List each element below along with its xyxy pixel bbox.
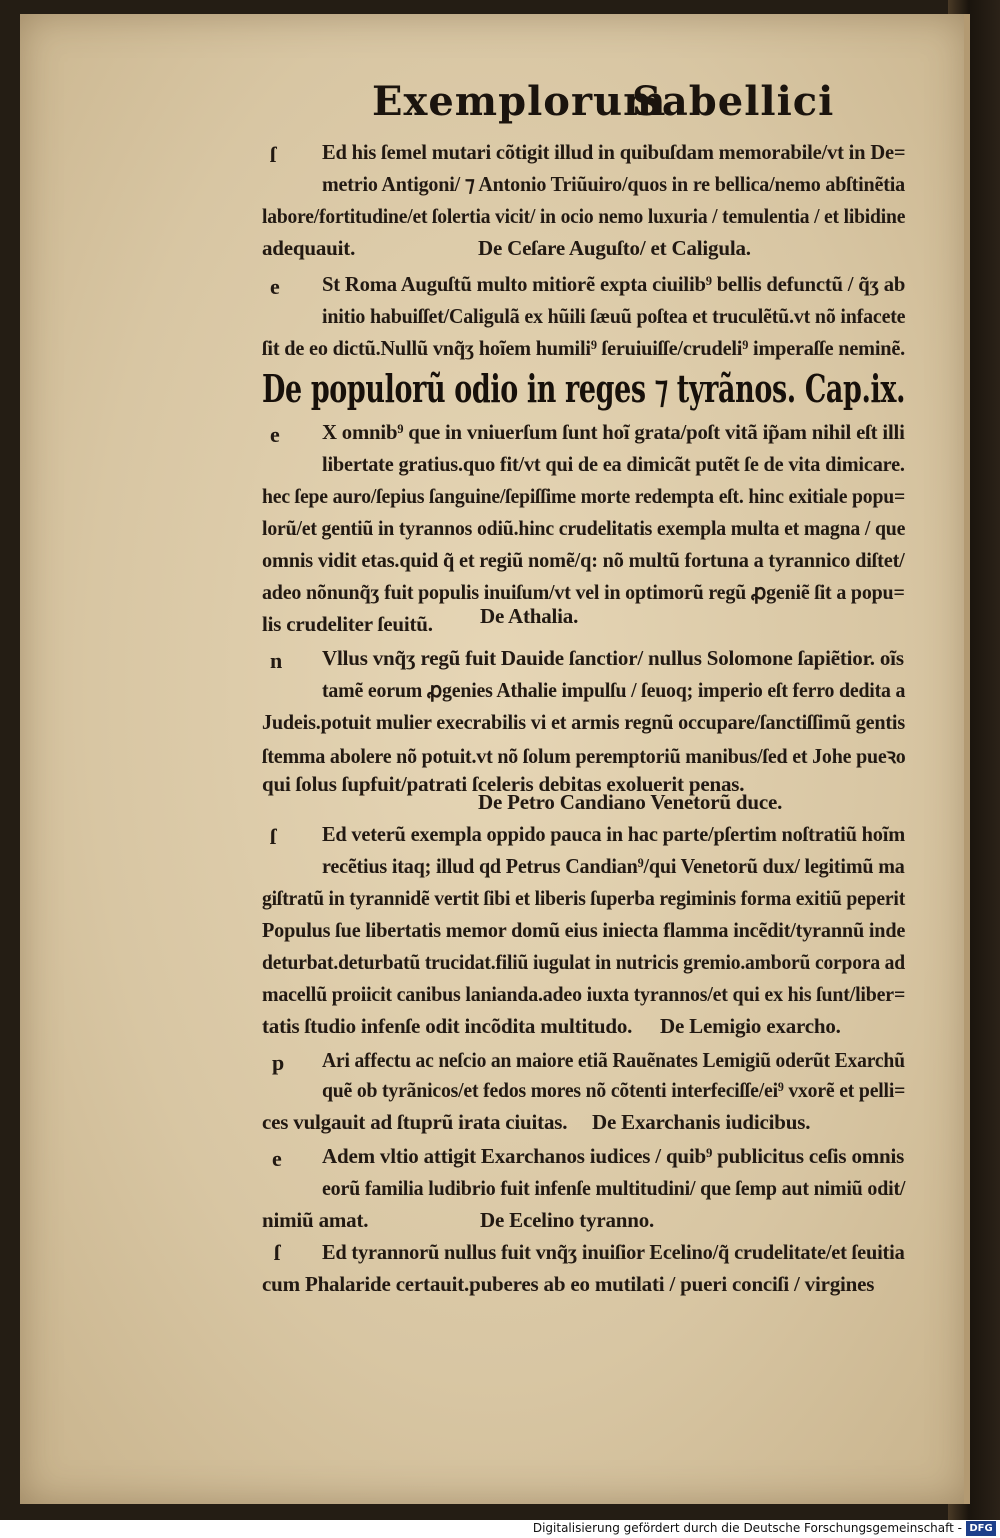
text-line: lorũ/et gentiũ in tyrannos odiũ.hinc crudelitatis exempla multa et magna / que bbox=[262, 516, 906, 540]
page-edge bbox=[964, 14, 970, 1504]
text-line: ces vulgauit ad ſtuprũ irata ciuitas. bbox=[262, 1110, 568, 1134]
text-line: ſit de eo dictũ.Nullũ vnq̃ʒ hoĩem humili⁹ ſeruiuiſſe/crudeli⁹ imperaſſe neminẽ. bbox=[262, 336, 906, 360]
text-line: adeo nõnunq̃ʒ fuit populis inuiſum/vt vel in optimorũ regũ ꝓgeniẽ ſit a popu= bbox=[262, 580, 905, 604]
text-line: Ed tyrannorũ nullus fuit vnq̃ʒ inuiſior Ecelino/q̃ crudelitate/et ſeuitia bbox=[322, 1240, 905, 1264]
text-line: labore/fortitudine/et ſolertia vicit/ in ocio nemo luxuria / temulentia / et libidine bbox=[262, 204, 906, 228]
running-header-left: Exemplorum bbox=[372, 78, 667, 125]
margin-initial: ſ bbox=[270, 142, 277, 167]
chapter-heading: De populorũ odio in reges ⁊ tyrãnos. Cap.ix. bbox=[262, 366, 906, 411]
margin-initial: e bbox=[272, 1146, 282, 1171]
text-line: quẽ ob tyrãnicos/et fedos mores nõ cõtenti interfeciſſe/ei⁹ vxorẽ et pelli= bbox=[322, 1078, 906, 1102]
text-line: metrio Antigoni/ ⁊ Antonio Triũuiro/quos in re bellica/nemo abſtinẽtia bbox=[322, 172, 905, 196]
running-header bbox=[0, 78, 1000, 130]
text-line: hec ſepe auro/ſepius ſanguine/ſepiſſime morte redempta eſt. hinc exitiale popu= bbox=[262, 484, 906, 508]
section-heading: De Petro Candiano Venetorũ duce. bbox=[478, 790, 783, 814]
section-heading: De Exarchanis iudicibus. bbox=[592, 1110, 811, 1134]
text-line: giſtratũ in tyrannidẽ vertit ſibi et liberis ſuperba regiminis forma exitiũ peperit bbox=[262, 886, 906, 910]
text-line: Ed veterũ exempla oppido pauca in hac parte/pſertim noſtratiũ hoĩm bbox=[322, 822, 906, 846]
text-line: omnis vidit etas.quid q̃ et regiũ nomẽ/q: nõ multũ fortuna a tyrannico diſtet/ bbox=[262, 548, 905, 572]
margin-initial: ſ bbox=[274, 1240, 281, 1265]
text-line: Ed his ſemel mutari cõtigit illud in quibuſdam memorabile/vt in De= bbox=[322, 140, 906, 164]
text-line: recẽtius itaq; illud qd Petrus Candian⁹/qui Venetorũ dux/ legitimũ ma bbox=[322, 854, 905, 878]
text-line: Populus ſue libertatis memor domũ eius iniecta flamma incẽdit/tyrannũ inde bbox=[262, 918, 906, 942]
section-heading: De Lemigio exarcho. bbox=[660, 1014, 841, 1038]
section-heading: De Ecelino tyranno. bbox=[480, 1208, 655, 1232]
margin-initial: p bbox=[272, 1050, 285, 1075]
text-line: tatis ſtudio infenſe odit incõdita multitudo. bbox=[262, 1014, 633, 1038]
text-line: deturbat.deturbatũ trucidat.filiũ iugulat in nutricis gremio.amborũ corpora ad bbox=[262, 950, 905, 974]
text-line: nimiũ amat. bbox=[262, 1208, 369, 1232]
text-line: adequauit. bbox=[262, 236, 356, 260]
text-line: qui ſolus ſupfuit/patrati ſceleris debitas exoluerit penas. bbox=[262, 772, 745, 796]
margin-initial: e bbox=[270, 422, 280, 447]
text-line: eorũ familia ludibrio fuit infenſe multitudini/ que ſemp aut nimiũ odit/ bbox=[322, 1176, 906, 1200]
running-header-right: Sabellici bbox=[632, 78, 835, 125]
text-line: Adem vltio attigit Exarchanos iudices / quib⁹ publicitus ceſis omnis bbox=[322, 1144, 905, 1168]
dfg-logo: DFG bbox=[966, 1521, 996, 1536]
section-heading: De Athalia. bbox=[480, 604, 579, 628]
text-line: lis crudeliter ſeuitũ. bbox=[262, 612, 433, 636]
text-line: Vllus vnq̃ʒ regũ fuit Dauide ſanctior/ nullus Solomone ſapiẽtior. oĩs bbox=[322, 646, 904, 670]
margin-initial: ſ bbox=[270, 824, 277, 849]
margin-initial: e bbox=[270, 274, 280, 299]
footer-credit: Digitalisierung gefördert durch die Deutsche Forschungsgemeinschaft - bbox=[532, 1521, 962, 1535]
text-line: libertate gratius.quo fit/vt qui de ea dimicãt putẽt ſe de vita dimicare. bbox=[322, 452, 905, 476]
text-line: macellũ proiicit canibus lanianda.adeo iuxta tyrannos/et qui ex his ſunt/liber= bbox=[262, 982, 906, 1006]
text-line: X omnib⁹ que in vniuerſum ſunt hoĩ grata/poſt vitã ip̃am nihil eſt illi bbox=[322, 420, 905, 444]
text-line: St Roma Auguſtũ multo mitiorẽ expta ciuilib⁹ bellis defunctũ / q̃ʒ ab bbox=[322, 272, 906, 296]
text-line: initio habuiſſet/Caligulã ex hũili ſæuũ poſtea et truculẽtũ.vt nõ infacete bbox=[322, 304, 906, 328]
text-line: cum Phalaride certauit.puberes ab eo mutilati / pueri conciſi / virgines bbox=[262, 1272, 875, 1296]
text-line: Ari affectu ac neſcio an maiore etiã Rauẽnates Lemigiũ oderũt Exarchũ bbox=[322, 1048, 905, 1072]
text-line: Judeis.potuit mulier execrabilis vi et armis regnũ occupare/ſanctiſſimũ gentis bbox=[262, 710, 906, 734]
section-heading: De Ceſare Auguſto/ et Caligula. bbox=[478, 236, 751, 260]
text-line: tamẽ eorum ꝓgenies Athalie impulſu / ſeuoq; imperio eſt ferro dedita a bbox=[322, 678, 906, 702]
text-line: ſtemma abolere nõ potuit.vt nõ ſolum peremptoriũ manibus/ſed et Johe pueꝛo bbox=[262, 744, 906, 768]
margin-initial: n bbox=[270, 648, 283, 673]
